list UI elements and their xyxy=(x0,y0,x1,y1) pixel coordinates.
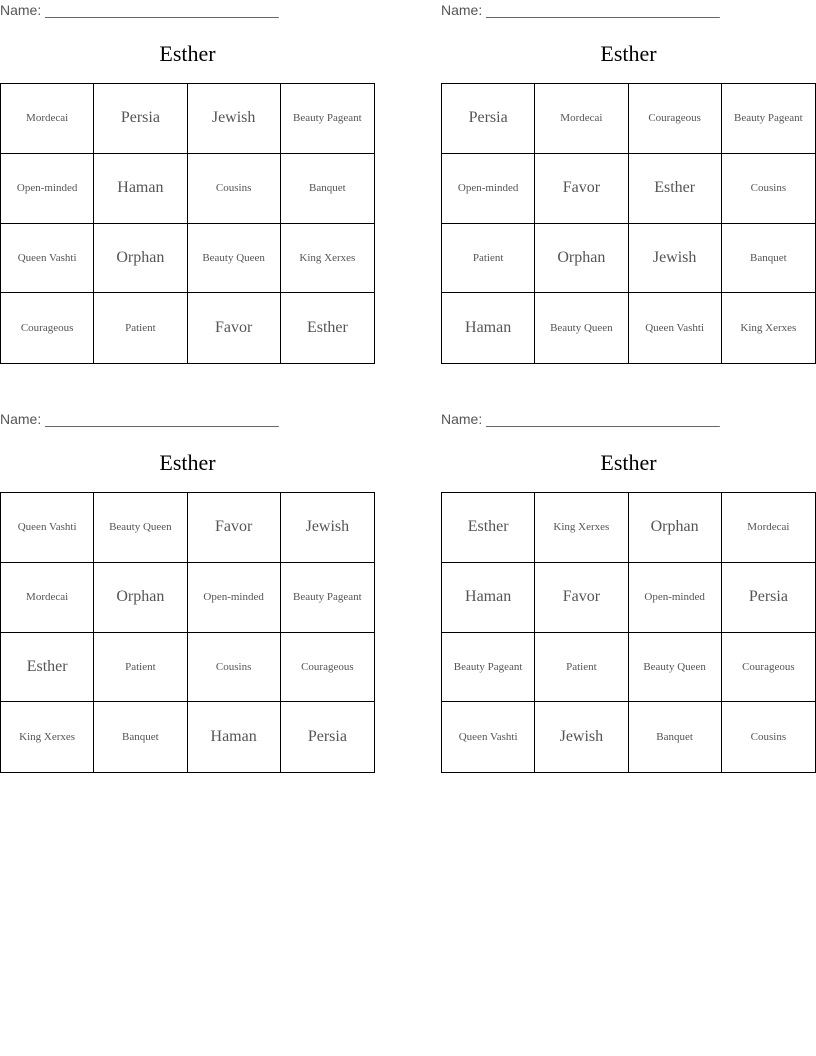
bingo-cell: Open-minded xyxy=(629,563,722,633)
bingo-cell: Queen Vashti xyxy=(1,493,94,563)
bingo-cell: Beauty Queen xyxy=(535,293,628,363)
card-title: Esther xyxy=(159,41,216,66)
card-title: Esther xyxy=(600,41,657,66)
bingo-cell: Mordecai xyxy=(722,493,815,563)
bingo-cell: Favor xyxy=(535,154,628,224)
bingo-grid xyxy=(441,83,816,364)
bingo-cell: Favor xyxy=(188,293,281,363)
bingo-cell: Queen Vashti xyxy=(629,293,722,363)
bingo-cell: Beauty Pageant xyxy=(281,563,374,633)
bingo-cell: Banquet xyxy=(629,702,722,772)
bingo-cell: Beauty Queen xyxy=(94,493,187,563)
bingo-cell: Haman xyxy=(94,154,187,224)
bingo-cell: Cousins xyxy=(188,633,281,703)
bingo-cell: Banquet xyxy=(281,154,374,224)
bingo-cell: Persia xyxy=(307,728,347,746)
bingo-cell: Esther xyxy=(629,154,722,224)
card-title: Esther xyxy=(600,450,657,475)
name-field-label: Name: ______________________________ xyxy=(441,2,720,18)
bingo-cell: Beauty Queen xyxy=(629,633,722,703)
bingo-cell: Haman xyxy=(188,702,281,772)
bingo-cell: Persia xyxy=(722,563,815,633)
bingo-cell: Haman xyxy=(442,293,535,363)
bingo-cell: Cousins xyxy=(188,154,281,224)
bingo-cell: King Xerxes xyxy=(1,702,94,772)
bingo-cell: Orphan xyxy=(94,563,187,633)
bingo-cell: Queen Vashti xyxy=(442,702,535,772)
bingo-cell: Open-minded xyxy=(1,154,94,224)
bingo-cell: Esther xyxy=(1,633,94,703)
bingo-cell: Patient xyxy=(94,293,187,363)
bingo-cell: King Xerxes xyxy=(535,493,628,563)
bingo-grid xyxy=(441,492,816,773)
bingo-cell: Beauty Pageant xyxy=(281,84,374,154)
bingo-cell: Haman xyxy=(442,563,535,633)
bingo-cell: Cousins xyxy=(722,154,815,224)
bingo-cell: Favor xyxy=(188,493,281,563)
bingo-cell: Beauty Pageant xyxy=(442,633,535,703)
bingo-cell: King Xerxes xyxy=(281,224,374,294)
bingo-cell: Banquet xyxy=(722,224,815,294)
bingo-cell: Cousins xyxy=(750,731,787,744)
bingo-cell: Esther xyxy=(442,493,535,563)
bingo-cell: Jewish xyxy=(281,493,374,563)
bingo-cell: Open-minded xyxy=(442,154,535,224)
card-title: Esther xyxy=(159,450,216,475)
bingo-cell: Orphan xyxy=(94,224,187,294)
bingo-cell: Patient xyxy=(535,633,628,703)
bingo-cell: Esther xyxy=(306,319,348,337)
bingo-cell: Mordecai xyxy=(1,563,94,633)
name-field-label: Name: ______________________________ xyxy=(0,411,279,427)
bingo-cell: Patient xyxy=(94,633,187,703)
bingo-cell: Jewish xyxy=(188,84,281,154)
name-field-label: Name: ______________________________ xyxy=(441,411,720,427)
bingo-cell: Persia xyxy=(94,84,187,154)
bingo-cell: Banquet xyxy=(94,702,187,772)
bingo-cell: Courageous xyxy=(281,633,374,703)
bingo-cell: Patient xyxy=(442,224,535,294)
bingo-cell: Courageous xyxy=(722,633,815,703)
name-field-label: Name: ______________________________ xyxy=(0,2,279,18)
bingo-cell: Beauty Queen xyxy=(188,224,281,294)
bingo-cell: Mordecai xyxy=(535,84,628,154)
bingo-cell: Jewish xyxy=(629,224,722,294)
bingo-cell: Queen Vashti xyxy=(1,224,94,294)
bingo-cell: Mordecai xyxy=(1,84,94,154)
bingo-cell: Open-minded xyxy=(188,563,281,633)
bingo-cell: Courageous xyxy=(1,293,94,363)
bingo-cell: Courageous xyxy=(629,84,722,154)
bingo-cell: Favor xyxy=(535,563,628,633)
bingo-grid xyxy=(0,83,375,364)
bingo-cell: Beauty Pageant xyxy=(722,84,815,154)
bingo-cell: Orphan xyxy=(629,493,722,563)
bingo-cell: Orphan xyxy=(535,224,628,294)
bingo-cell: King Xerxes xyxy=(740,322,797,335)
bingo-grid xyxy=(0,492,375,773)
bingo-cell: Jewish xyxy=(535,702,628,772)
bingo-cell: Persia xyxy=(442,84,535,154)
